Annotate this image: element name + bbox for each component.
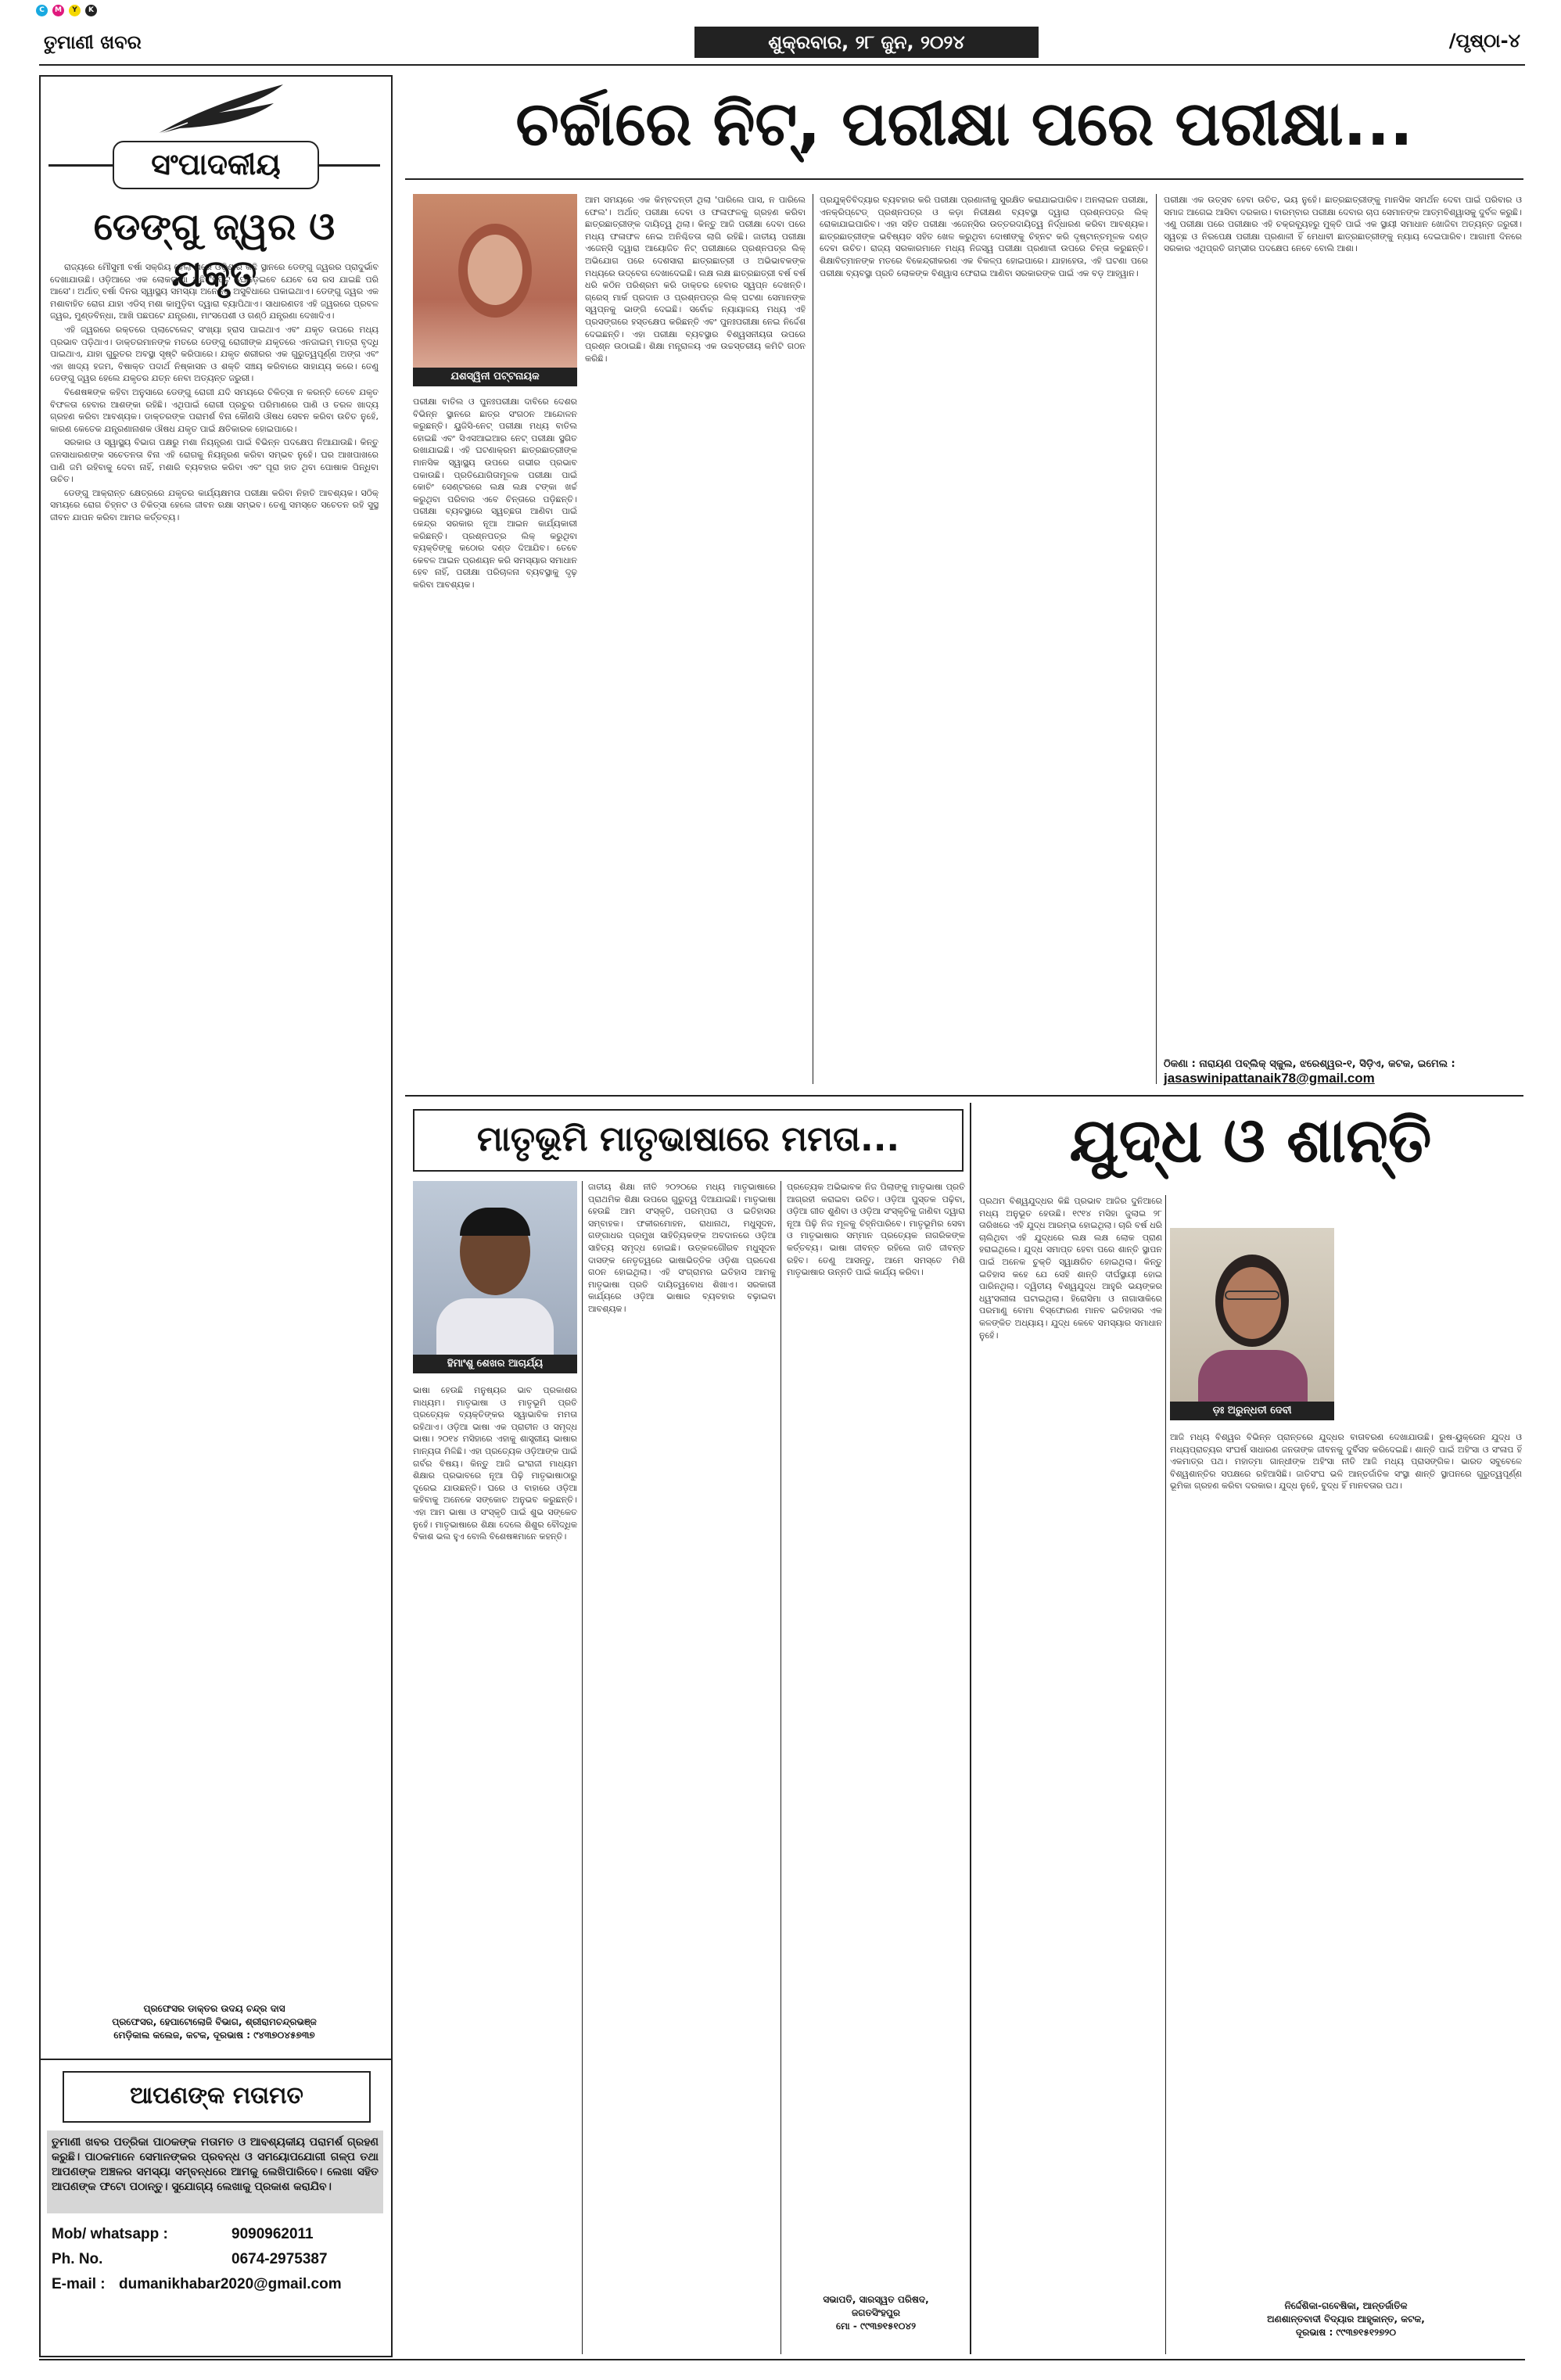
editorial-paragraph: ବିଶେଷଜ୍ଞଙ୍କ କହିବା ଅନୁସାରେ ଡେଙ୍ଗୁ ରୋଗୀ ଯଦି ସମୟରେ ଚିକିତ୍ସା ନ କରନ୍ତି ତେବେ ଯକୃତ ବିଫଳତା ହେବାର ଆଶଙ୍କା ରହିଛି। ଏଥିପାଇଁ ରୋଗୀ ପ୍ରଚୁର ପରିମାଣରେ ପାଣି ଓ ତରଳ ଖାଦ୍ୟ ଗ୍ରହଣ କରିବା ଆବଶ୍ୟକ। ଡାକ୍ତରଙ୍କ ପରାମର୍ଶ ବିନା କୌଣସି ଔଷଧ ସେବନ କରିବା ଉଚିତ ନୁହେଁ, କାରଣ କେତେକ ଯନ୍ତ୍ରଣାନାଶକ ଔଷଧ ଯକୃତ ପାଇଁ କ୍ଷତିକାରକ ହୋଇପାରେ। — [50, 386, 379, 434]
opinion-title: ଆପଣଙ୍କ ମତାମତ — [130, 2082, 303, 2109]
main-article-col0: ପରୀକ୍ଷା ବାତିଲ ଓ ପୁନଃପରୀକ୍ଷା ଦାବିରେ ଦେଶର ବିଭିନ୍ନ ସ୍ଥାନରେ ଛାତ୍ର ସଂଗଠନ ଆନ୍ଦୋଳନ କରୁଛନ୍ତି। ୟୁଜିସି-ନେଟ୍ ପରୀକ୍ଷା ମଧ୍ୟ ବାତିଲ ହୋଇଛି ଏବଂ ସିଏସଆଇଆର ନେଟ୍ ପରୀକ୍ଷା ସ୍ଥଗିତ ରଖାଯାଇଛି। ଏହି ଘଟଣାକ୍ରମ ଛାତ୍ରଛାତ୍ରୀଙ୍କ ମାନସିକ ସ୍ୱାସ୍ଥ୍ୟ ଉପରେ ଗଭୀର ପ୍ରଭାବ ପକାଉଛି। ପ୍ରତିଯୋଗିତାମୂଳକ ପରୀକ୍ଷା ପାଇଁ କୋଚିଂ ସେଣ୍ଟରରେ ଲକ୍ଷ ଲକ୍ଷ ଟଙ୍କା ଖର୍ଚ୍ଚ କରୁଥିବା ପରିବାର ଏବେ ଚିନ୍ତାରେ ପଡ଼ିଛନ୍ତି। ପରୀକ୍ଷା ବ୍ୟବସ୍ଥାରେ ସ୍ୱଚ୍ଛତା ଆଣିବା ପାଇଁ କେନ୍ଦ୍ର ସରକାର ନୂଆ ଆଇନ କାର୍ଯ୍ୟକାରୀ କରିଛନ୍ତି। ପ୍ରଶ୍ନପତ୍ର ଲିକ୍ କରୁଥିବା ବ୍ୟକ୍ତିଙ୍କୁ କଠୋର ଦଣ୍ଡ ଦିଆଯିବ। ତେବେ କେବଳ ଆଇନ ପ୍ରଣୟନ କରି ସମସ୍ୟାର ସମାଧାନ ହେବ ନାହିଁ, ପରୀକ୍ଷା ପରିଚାଳନା ବ୍ୟବସ୍ଥାକୁ ଦୃଢ଼ କରିବା ଆବଶ୍ୟକ। — [413, 397, 577, 590]
mother-tongue-col2: ଜାତୀୟ ଶିକ୍ଷା ନୀତି ୨୦୨୦ରେ ମଧ୍ୟ ମାତୃଭାଷାରେ ପ୍ରାଥମିକ ଶିକ୍ଷା ଉପରେ ଗୁରୁତ୍ୱ ଦିଆଯାଇଛି। ମାତୃଭାଷା ହେଉଛି ଆମ ସଂସ୍କୃତି, ପରମ୍ପରା ଓ ଇତିହାସର ସମ୍ବାହକ। ଫକୀରମୋହନ, ରାଧାନାଥ, ମଧୁସୂଦନ, ଗଙ୍ଗାଧର ପ୍ରମୁଖ ସାହିତ୍ୟିକଙ୍କ ଅବଦାନରେ ଓଡ଼ିଆ ସାହିତ୍ୟ ସମୃଦ୍ଧ ହୋଇଛି। ଉତ୍କଳଗୌରବ ମଧୁସୂଦନ ଦାସଙ୍କ ନେତୃତ୍ୱରେ ଭାଷାଭିତ୍ତିକ ଓଡ଼ିଶା ପ୍ରଦେଶ ଗଠନ ହୋଇଥିଲା। ଏହି ସଂଗ୍ରାମର ଇତିହାସ ଆମକୁ ମାତୃଭାଷା ପ୍ରତି ଦାୟିତ୍ୱବୋଧ ଶିଖାଏ। ସରକାରୀ କାର୍ଯ୍ୟରେ ଓଡ଼ିଆ ଭାଷାର ବ୍ୟବହାର ବଢ଼ାଇବା ଆବଶ୍ୟକ। — [588, 1182, 776, 1314]
email-label: E-mail : — [52, 2276, 106, 2292]
magenta-chip: M — [52, 5, 64, 16]
mother-signature-line: ମୋ - ୯୯୩୭୧୫୧୦୪୨ — [835, 2321, 917, 2332]
paper-name: ତୁମାଣୀ ଖବର — [44, 31, 142, 53]
masthead-rule — [39, 64, 1525, 66]
editorial-paragraph: ରାଜ୍ୟରେ ମୌସୁମୀ ବର୍ଷା ସକ୍ରିୟ ହେଲା ପରେ ଓଡ଼ିଶାର କିଛି ସ୍ଥାନରେ ଡେଙ୍ଗୁ ଜ୍ୱରର ପ୍ରାଦୁର୍ଭାବ ଦେଖାଯାଉଛି। ଓଡ଼ିଆରେ ଏକ ଲୋକଗାଥା ଅଛି 'ନିପଟ ଘୋଡ଼େଇବେ ଯେବେ ସେ ରସ ଯାଇଛି ପରି ଆସେ'। ଅର୍ଥାତ୍ ବର୍ଷା ଦିନର ସ୍ୱାସ୍ଥ୍ୟ ସମସ୍ୟା ଅନେକକୁ ଅସୁବିଧାରେ ପକାଇଥାଏ। ଡେଙ୍ଗୁ ଜ୍ୱର ଏକ ମଶାବାହିତ ରୋଗ ଯାହା ଏଡିସ୍ ମଶା କାମୁଡ଼ିବା ଦ୍ୱାରା ବ୍ୟାପିଥାଏ। ସାଧାରଣତଃ ଏହି ଜ୍ୱରରେ ପ୍ରବଳ ଜ୍ୱର, ମୁଣ୍ଡବିନ୍ଧା, ଆଖି ପଛପଟେ ଯନ୍ତ୍ରଣା, ମାଂସପେଶୀ ଓ ଗଣ୍ଠି ଯନ୍ତ୍ରଣା ଦେଖାଦିଏ। — [50, 262, 379, 321]
email-address[interactable]: dumanikhabar2020@gmail.com — [119, 2276, 342, 2292]
mother-tongue-headline-box — [413, 1109, 964, 1172]
opinion-title-box — [63, 2071, 371, 2123]
war-peace-col2: ଆଜି ମଧ୍ୟ ବିଶ୍ୱର ବିଭିନ୍ନ ପ୍ରାନ୍ତରେ ଯୁଦ୍ଧର ବାତାବରଣ ଦେଖାଯାଉଛି। ରୁଷ-ୟୁକ୍ରେନ ଯୁଦ୍ଧ ଓ ମଧ୍ୟପ୍ରାଚ୍ୟର ସଂଘର୍ଷ ସାଧାରଣ ଜନତାଙ୍କ ଜୀବନକୁ ଦୁର୍ବିସହ କରିଦେଇଛି। ଶାନ୍ତି ପାଇଁ ଅହିଂସା ଓ ସଂଳାପ ହିଁ ଏକମାତ୍ର ପଥ। ମହାତ୍ମା ଗାନ୍ଧୀଙ୍କ ଅହିଂସା ନୀତି ଆଜି ମଧ୍ୟ ପ୍ରାସଙ୍ଗିକ। ଭାରତ ସବୁବେଳେ ବିଶ୍ୱଶାନ୍ତିର ସପକ୍ଷରେ ରହିଆସିଛି। ଜାତିସଂଘ ଭଳି ଆନ୍ତର୍ଜାତିକ ସଂସ୍ଥା ଶାନ୍ତି ସ୍ଥାପନରେ ଗୁରୁତ୍ୱପୂର୍ଣ୍ଣ ଭୂମିକା ଗ୍ରହଣ କରିବା ଦରକାର। ଯୁଦ୍ଧ ନୁହେଁ, ବୁଦ୍ଧ ହିଁ ମାନବତାର ପଥ। — [1170, 1432, 1522, 1492]
editorial-paragraph: ସରକାର ଓ ସ୍ୱାସ୍ଥ୍ୟ ବିଭାଗ ପକ୍ଷରୁ ମଶା ନିୟନ୍ତ୍ରଣ ପାଇଁ ବିଭିନ୍ନ ପଦକ୍ଷେପ ନିଆଯାଉଛି। କିନ୍ତୁ ଜନସାଧାରଣଙ୍କ ସଚେତନତା ବିନା ଏହି ରୋଗକୁ ନିୟନ୍ତ୍ରଣ କରିବା ସମ୍ଭବ ନୁହେଁ। ଘର ଆଖପାଖରେ ପାଣି ଜମି ରହିବାକୁ ଦେବା ନାହିଁ, ମଶାରି ବ୍ୟବହାର କରିବା ଏବଂ ପୂରା ହାତ ଥିବା ପୋଷାକ ପିନ୍ଧିବା ଉଚିତ। — [50, 437, 379, 485]
color-registration-marks — [36, 5, 97, 16]
main-article-col1: ଆମ ସମୟରେ ଏକ କିମ୍ବଦନ୍ତୀ ଥିଲା 'ପାରିଲେ ପାସ, ନ ପାରିଲେ ଫେଲ'। ଅର୍ଥାତ୍ ପରୀକ୍ଷା ଦେବା ଓ ଫଳାଫଳକୁ ଗ୍ରହଣ କରିବା ଛାତ୍ରଛାତ୍ରୀଙ୍କ ଦାୟିତ୍ୱ ଥିଲା। କିନ୍ତୁ ଆଜି ପରୀକ୍ଷା ଦେବା ପରେ ମଧ୍ୟ ଫଳାଫଳ ନେଇ ଅନିଶ୍ଚିତତା ଲାଗି ରହିଛି। ଜାତୀୟ ପରୀକ୍ଷା ଏଜେନ୍ସି ଦ୍ୱାରା ଆୟୋଜିତ ନିଟ୍ ପରୀକ୍ଷାରେ ପ୍ରଶ୍ନପତ୍ର ଲିକ୍ ଅଭିଯୋଗ ପରେ ଦେଶସାରା ଛାତ୍ରଛାତ୍ରୀ ଓ ଅଭିଭାବକଙ୍କ ମଧ୍ୟରେ ଉଦ୍‌ବେଗ ଦେଖାଦେଇଛି। ଲକ୍ଷ ଲକ୍ଷ ଛାତ୍ରଛାତ୍ରୀ ବର୍ଷ ବର୍ଷ ଧରି କଠିନ ପରିଶ୍ରମ କରି ଡାକ୍ତର ହେବାର ସ୍ୱପ୍ନ ଦେଖନ୍ତି। ଗ୍ରେସ୍ ମାର୍କ ପ୍ରଦାନ ଓ ପ୍ରଶ୍ନପତ୍ର ଲିକ୍ ଘଟଣା ସେମାନଙ୍କ ସ୍ୱପ୍ନକୁ ଭାଙ୍ଗି ଦେଇଛି। ସର୍ବୋଚ୍ଚ ନ୍ୟାୟାଳୟ ମଧ୍ୟ ଏହି ପ୍ରସଙ୍ଗରେ ହସ୍ତକ୍ଷେପ କରିଛନ୍ତି ଏବଂ ପୁନଃପରୀକ୍ଷା ନେଇ ନିର୍ଦ୍ଦେଶ ଦେଇଛନ୍ତି। ଏହା ପରୀକ୍ଷା ବ୍ୟବସ୍ଥାର ବିଶ୍ୱସନୀୟତା ଉପରେ ପ୍ରଶ୍ନ ଉଠାଇଛି। ଶିକ୍ଷା ମନ୍ତ୍ରାଳୟ ଏକ ଉଚ୍ଚସ୍ତରୀୟ କମିଟି ଗଠନ କରିଛି। — [585, 195, 806, 364]
section-divider-vertical — [970, 1103, 971, 2354]
editorial-section-title: ସଂପାଦକୀୟ — [113, 141, 319, 189]
author-photo-arundhati — [1170, 1228, 1334, 1420]
column-rule — [1165, 1195, 1166, 2354]
opinion-divider — [39, 2059, 393, 2060]
main-article-headline: ଚର୍ଚ୍ଚାରେ ନିଟ୍, ପରୀକ୍ଷା ପରେ ପରୀକ୍ଷା... — [515, 89, 1413, 160]
page-number: /ପୃଷ୍ଠା-୪ — [1448, 30, 1520, 52]
war-signature-line: ଦୂରଭାଷ : ୯୯୩୭୧୫୧୨୭୨୦ — [1295, 2327, 1397, 2338]
war-peace-headline: ଯୁଦ୍ଧ ଓ ଶାନ୍ତି — [1069, 1106, 1432, 1176]
author-photo-caption: ଡ଼ଃ ଅରୁନ୍ଧତୀ ଦେବୀ — [1170, 1402, 1334, 1420]
mother-tongue-signature — [787, 2293, 965, 2333]
author-photo-caption: ହିମାଂଶୁ ଶେଖର ଆଚାର୍ଯ୍ୟ — [413, 1355, 577, 1373]
column-rule — [582, 1181, 583, 2354]
feather-pen-icon — [149, 80, 289, 142]
main-headline-rule — [405, 178, 1523, 180]
war-signature-line: ଅଣଶାନ୍ତବାଦୀ ବିଦ୍ୟାର ଆହୃକାନ୍ତ, କଟକ, — [1267, 2314, 1425, 2324]
mobile-number: 9090962011 — [231, 2226, 314, 2242]
page-bottom-rule — [39, 2359, 1525, 2360]
mobile-label: Mob/ whatsapp : — [52, 2226, 168, 2242]
editorial-signature-dept: ପ୍ରଫେସର, ହେପାଟୋଲୋଜି ବିଭାଗ, ଶ୍ରୀରାମଚନ୍ଦ୍ରଭଞ୍ଜ — [112, 2016, 317, 2027]
editorial-paragraph: ଏହି ଜ୍ୱରରେ ରକ୍ତରେ ପ୍ଲାଟେଲେଟ୍ ସଂଖ୍ୟା ହ୍ରାସ ପାଇଥାଏ ଏବଂ ଯକୃତ ଉପରେ ମଧ୍ୟ ପ୍ରଭାବ ପଡ଼ିଥାଏ। ଡାକ୍ତରମାନଙ୍କ ମତରେ ଡେଙ୍ଗୁ ରୋଗୀଙ୍କ ଯକୃତରେ ଏନଜାଇମ୍ ମାତ୍ରା ବୃଦ୍ଧି ପାଇଥାଏ, ଯାହା ଗୁରୁତର ଅବସ୍ଥା ସୃଷ୍ଟି କରିପାରେ। ଯକୃତ ଶରୀରର ଏକ ଗୁରୁତ୍ୱପୂର୍ଣ୍ଣ ଅଙ୍ଗ ଏବଂ ଏହା ଖାଦ୍ୟ ହଜମ, ବିଷାକ୍ତ ପଦାର୍ଥ ନିଷ୍କାସନ ଓ ଶକ୍ତି ସଞ୍ଚୟ କରିବାରେ ସାହାଯ୍ୟ କରେ। ତେଣୁ ଡେଙ୍ଗୁ ଜ୍ୱର ହେଲେ ଯକୃତର ଯତ୍ନ ନେବା ଅତ୍ୟନ୍ତ ଜରୁରୀ। — [50, 324, 379, 384]
column-rule — [1156, 194, 1157, 1084]
mother-tongue-col1: ଭାଷା ହେଉଛି ମନୁଷ୍ୟର ଭାବ ପ୍ରକାଶର ମାଧ୍ୟମ। ମାତୃଭାଷା ଓ ମାତୃଭୂମି ପ୍ରତି ପ୍ରତ୍ୟେକ ବ୍ୟକ୍ତିଙ୍କର ସ୍ୱାଭାବିକ ମମତା ରହିଥାଏ। ଓଡ଼ିଆ ଭାଷା ଏକ ପ୍ରାଚୀନ ଓ ସମୃଦ୍ଧ ଭାଷା। ୨୦୧୪ ମସିହାରେ ଏହାକୁ ଶାସ୍ତ୍ରୀୟ ଭାଷାର ମାନ୍ୟତା ମିଳିଛି। ଏହା ପ୍ରତ୍ୟେକ ଓଡ଼ିଆଙ୍କ ପାଇଁ ଗର୍ବର ବିଷୟ। କିନ୍ତୁ ଆଜି ଇଂରାଜୀ ମାଧ୍ୟମ ଶିକ୍ଷାର ପ୍ରଭାବରେ ନୂଆ ପିଢ଼ି ମାତୃଭାଷାଠାରୁ ଦୂରେଇ ଯାଉଛନ୍ତି। ଘରେ ଓ ବାହାରେ ଓଡ଼ିଆ କହିବାକୁ ଅନେକେ ସଙ୍କୋଚ ଅନୁଭବ କରୁଛନ୍ତି। ଏହା ଆମ ଭାଷା ଓ ସଂସ୍କୃତି ପାଇଁ ଶୁଭ ସଙ୍କେତ ନୁହେଁ। ମାତୃଭାଷାରେ ଶିକ୍ଷା ଦେଲେ ଶିଶୁର ବୌଦ୍ଧିକ ବିକାଶ ଭଲ ହୁଏ ବୋଲି ବିଶେଷଜ୍ଞମାନେ କହନ୍ତି। — [413, 1385, 577, 1542]
editorial-headline: ଡେଙ୍ଗୁ ଜ୍ୱର ଓ ଯକୃତ — [93, 205, 336, 296]
phone-number: 0674-2975387 — [231, 2251, 328, 2267]
war-peace-col2-top — [1342, 1195, 1522, 1430]
phone-label: Ph. No. — [52, 2251, 103, 2267]
war-peace-col1: ପ୍ରଥମ ବିଶ୍ୱଯୁଦ୍ଧର କିଛି ପ୍ରଭାବ ଆଜିର ଦୁନିଆରେ ମଧ୍ୟ ଅନୁଭୂତ ହେଉଛି। ୧୯୧୪ ମସିହା ଜୁଲାଇ ୨୮ ତାରିଖରେ ଏହି ଯୁଦ୍ଧ ଆରମ୍ଭ ହୋଇଥିଲା। ଚାରି ବର୍ଷ ଧରି ଚାଲିଥିବା ଏହି ଯୁଦ୍ଧରେ ଲକ୍ଷ ଲକ୍ଷ ଲୋକ ପ୍ରାଣ ହରାଇଥିଲେ। ଯୁଦ୍ଧ ସମାପ୍ତ ହେବା ପରେ ଶାନ୍ତି ସ୍ଥାପନ ପାଇଁ ଅନେକ ଚୁକ୍ତି ସ୍ୱାକ୍ଷରିତ ହୋଇଥିଲା। କିନ୍ତୁ ଇତିହାସ କହେ ଯେ ସେହି ଶାନ୍ତି ଦୀର୍ଘସ୍ଥାୟୀ ହୋଇ ପାରିନଥିଲା। ଦ୍ୱିତୀୟ ବିଶ୍ୱଯୁଦ୍ଧ ଆହୁରି ଭୟଙ୍କର ଧ୍ୱଂସଲୀଳା ଘଟାଇଥିଲା। ହିରୋସିମା ଓ ନାଗାସାକିରେ ପରମାଣୁ ବୋମା ବିସ୍ଫୋରଣ ମାନବ ଇତିହାସର ଏକ କଳଙ୍କିତ ଅଧ୍ୟାୟ। ଯୁଦ୍ଧ କେବେ ସମସ୍ୟାର ସମାଧାନ ନୁହେଁ। — [979, 1196, 1162, 1341]
column-rule — [780, 1181, 781, 2354]
cyan-chip: C — [36, 5, 48, 16]
mother-signature-line: ଜଗତସିଂହପୁର — [851, 2307, 901, 2318]
yellow-chip: Y — [69, 5, 81, 16]
mother-tongue-headline: ମାତୃଭୂମି ମାତୃଭାଷାରେ ମମତା... — [476, 1119, 900, 1159]
editorial-signature-contact: ମେଡ଼ିକାଲ କଲେଜ, କଟକ, ଦୂରଭାଷ : ୯୪୩୭୦୪୫୭୩୭ — [113, 2030, 315, 2041]
section-divider — [405, 1095, 1523, 1097]
editorial-paragraph: ଡେଙ୍ଗୁ ଆକ୍ରାନ୍ତ କ୍ଷେତ୍ରରେ ଯକୃତର କାର୍ଯ୍ୟକ୍ଷମତା ପରୀକ୍ଷା କରିବା ନିହାତି ଆବଶ୍ୟକ। ସଠିକ୍ ସମୟରେ ରୋଗ ଚିହ୍ନଟ ଓ ଚିକିତ୍ସା ହେଲେ ଜୀବନ ରକ୍ଷା ସମ୍ଭବ। ତେଣୁ ସମସ୍ତେ ସଚେତନ ରହି ସୁସ୍ଥ ଜୀବନ ଯାପନ କରିବା ଆମର କର୍ତ୍ତବ୍ୟ। — [50, 487, 379, 522]
masthead — [39, 27, 1525, 61]
black-chip: K — [85, 5, 97, 16]
contact-block — [52, 2226, 380, 2301]
author-photo-caption: ଯଶସ୍ୱିନୀ ପଟ୍ଟନାୟକ — [413, 368, 577, 386]
main-article-col2: ପ୍ରଯୁକ୍ତିବିଦ୍ୟାର ବ୍ୟବହାର କରି ପରୀକ୍ଷା ପ୍ରଣାଳୀକୁ ସୁରକ୍ଷିତ କରାଯାଇପାରିବ। ଅନଲାଇନ ପରୀକ୍ଷା, ଏନକ୍ରିପ୍ଟେଡ୍ ପ୍ରଶ୍ନପତ୍ର ଓ କଡ଼ା ନିରୀକ୍ଷଣ ବ୍ୟବସ୍ଥା ଦ୍ୱାରା ପ୍ରଶ୍ନପତ୍ର ଲିକ୍ ରୋକାଯାଇପାରିବ। ଏହା ସହିତ ପରୀକ୍ଷା ଏଜେନ୍ସିର ଉତ୍ତରଦାୟିତ୍ୱ ନିର୍ଦ୍ଧାରଣ କରିବା ଆବଶ୍ୟକ। ଛାତ୍ରଛାତ୍ରୀଙ୍କ ଭବିଷ୍ୟତ ସହିତ ଖେଳ କରୁଥିବା ଦୋଷୀଙ୍କୁ ଚିହ୍ନଟ କରି ଦୃଷ୍ଟାନ୍ତମୂଳକ ଦଣ୍ଡ ଦେବା ଉଚିତ। ରାଜ୍ୟ ସରକାରମାନେ ମଧ୍ୟ ନିଜସ୍ୱ ପରୀକ୍ଷା ପ୍ରଣାଳୀ ଉପରେ ଚିନ୍ତା କରୁଛନ୍ତି। ଶିକ୍ଷାବିତ୍‌ମାନଙ୍କ ମତରେ ବିକେନ୍ଦ୍ରୀକରଣ ଏକ ବିକଳ୍ପ ହୋଇପାରେ। ଯାହାହେଉ, ଏହି ଘଟଣା ପରେ ପରୀକ୍ଷା ବ୍ୟବସ୍ଥା ପ୍ରତି ଲୋକଙ୍କ ବିଶ୍ୱାସ ଫେରାଇ ଆଣିବା ସରକାରଙ୍କ ପାଇଁ ଏକ ବଡ଼ ଆହ୍ୱାନ। — [820, 195, 1148, 278]
editorial-body — [50, 261, 379, 1991]
author-email[interactable]: jasaswinipattanaik78@gmail.com — [1164, 1071, 1375, 1086]
opinion-text: ତୁମାଣୀ ଖବର ପତ୍ରିକା ପାଠକଙ୍କ ମତାମତ ଓ ଆବଶ୍ୟକୀୟ ପରାମର୍ଶ ଗ୍ରହଣ କରୁଛି। ପାଠକମାନେ ସେମାନଙ୍କର ପ୍ରବନ୍ଧ ଓ ସମୟୋପଯୋଗୀ ଗଳ୍ପ ତଥା ଆପଣଙ୍କ ଅଞ୍ଚଳର ସମସ୍ୟା ସମ୍ବନ୍ଧରେ ଆମକୁ ଲେଖିପାରିବେ। ଲେଖା ସହିତ ଆପଣଙ୍କ ଫଟୋ ପଠାନ୍ତୁ। ସୁଯୋଗ୍ୟ ଲେଖାକୁ ପ୍ରକାଶ କରାଯିବ। — [47, 2131, 383, 2213]
author-photo-jasaswini — [413, 194, 577, 386]
war-signature-line: ନିର୍ଦ୍ଦେଶିକା-ଗବେଷିକା, ଆନ୍ତର୍ଜାତିକ — [1284, 2300, 1408, 2311]
editorial-signature — [50, 2002, 379, 2042]
main-article-byline — [1164, 1057, 1522, 1087]
war-peace-signature — [1170, 2299, 1522, 2339]
byline-address: ଠିକଣା : ନାରାୟଣ ପବ୍ଲିକ୍ ସ୍କୁଲ, ଝରେଶ୍ୱର-୧, ସିଡ଼ିଏ, କଟକ, ଇମେଲ : — [1164, 1058, 1455, 1070]
author-photo-himanshu — [413, 1181, 577, 1373]
main-article-col3: ପରୀକ୍ଷା ଏକ ଉତ୍ସବ ହେବା ଉଚିତ, ଭୟ ନୁହେଁ। ଛାତ୍ରଛାତ୍ରୀଙ୍କୁ ମାନସିକ ସମର୍ଥନ ଦେବା ପାଇଁ ପରିବାର ଓ ସମାଜ ଆଗେଇ ଆସିବା ଦରକାର। ବାରମ୍ବାର ପରୀକ୍ଷା ଦେବାର ଚାପ ସେମାନଙ୍କ ଆତ୍ମବିଶ୍ୱାସକୁ ଦୁର୍ବଳ କରୁଛି। ଏଣୁ ପରୀକ୍ଷା ପରେ ପରୀକ୍ଷାର ଏହି ଚକ୍ରବ୍ୟୂହରୁ ମୁକ୍ତି ପାଇଁ ଏକ ସ୍ଥାୟୀ ସମାଧାନ ଖୋଜିବା ଅତ୍ୟନ୍ତ ଜରୁରୀ। ସ୍ୱଚ୍ଛ ଓ ନିରପେକ୍ଷ ପରୀକ୍ଷା ପ୍ରଣାଳୀ ହିଁ ମେଧାବୀ ଛାତ୍ରଛାତ୍ରୀଙ୍କୁ ନ୍ୟାୟ ଦେଇପାରିବ। ଆଗାମୀ ଦିନରେ ସରକାର ଏଥିପ୍ରତି ଗମ୍ଭୀର ପଦକ୍ଷେପ ନେବେ ବୋଲି ଆଶା। — [1164, 195, 1522, 254]
mother-signature-line: ସଭାପତି, ସାରସ୍ୱତ ପରିଷଦ, — [823, 2294, 929, 2305]
issue-date: ଶୁକ୍ରବାର, ୨୮ ଜୁନ, ୨୦୨୪ — [694, 27, 1039, 58]
mother-tongue-col3: ପ୍ରତ୍ୟେକ ଅଭିଭାବକ ନିଜ ପିଲାଙ୍କୁ ମାତୃଭାଷା ପ୍ରତି ଆଗ୍ରହୀ କରାଇବା ଉଚିତ। ଓଡ଼ିଆ ପୁସ୍ତକ ପଢ଼ିବା, ଓଡ଼ିଆ ଗୀତ ଶୁଣିବା ଓ ଓଡ଼ିଆ ସଂସ୍କୃତିକୁ ଜାଣିବା ଦ୍ୱାରା ନୂଆ ପିଢ଼ି ନିଜ ମୂଳକୁ ଚିହ୍ନିପାରିବେ। ମାତୃଭୂମିର ସେବା ଓ ମାତୃଭାଷାର ସମ୍ମାନ ପ୍ରତ୍ୟେକ ନାଗରିକଙ୍କ କର୍ତ୍ତବ୍ୟ। ଭାଷା ଜୀବନ୍ତ ରହିଲେ ଜାତି ଜୀବନ୍ତ ରହିବ। ତେଣୁ ଆସନ୍ତୁ, ଆମେ ସମସ୍ତେ ମିଶି ମାତୃଭାଷାର ଉନ୍ନତି ପାଇଁ କାର୍ଯ୍ୟ କରିବା। — [787, 1182, 965, 1278]
editorial-section-banner — [48, 141, 380, 188]
editorial-signature-name: ପ୍ରଫେସର ଡାକ୍ତର ଉଦୟ ଚନ୍ଦ୍ର ଦାସ — [143, 2003, 285, 2014]
